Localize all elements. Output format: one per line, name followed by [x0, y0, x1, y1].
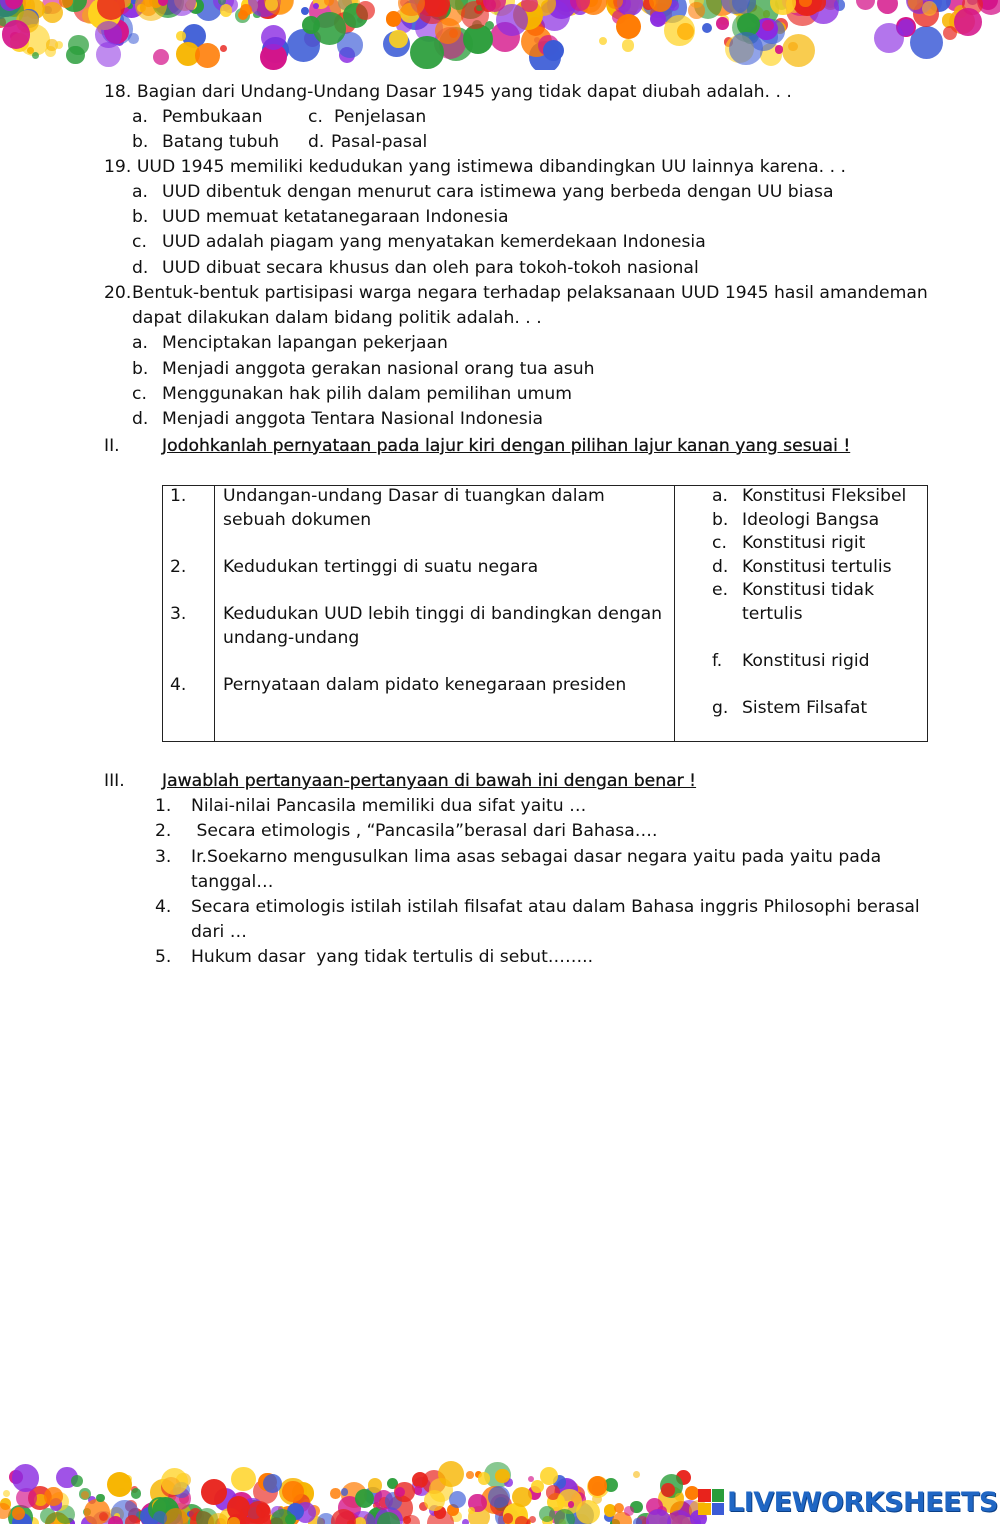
splash-blob: [664, 15, 695, 46]
option-19d: [132, 257, 699, 279]
splash-blob: [729, 32, 763, 66]
statement-number: 2.: [170, 557, 187, 577]
option-text: UUD dibuat secara khusus dan oleh para tokoh-tokoh nasional: [162, 258, 699, 278]
splash-blob: [228, 1517, 240, 1524]
question-text-line1: Bentuk-bentuk partisipasi warga negara terhadap pelaksanaan UUD 1945 hasil amandeman: [132, 283, 928, 303]
choice-text: Konstitusi tertulis: [742, 557, 892, 577]
splash-blob: [153, 49, 169, 65]
choice-e-line2: tertulis: [742, 604, 803, 624]
splash-blob: [125, 1515, 140, 1524]
splash-blob: [503, 1513, 514, 1524]
splash-blob: [414, 1486, 423, 1495]
statement-1-line2: sebuah dokumen: [223, 510, 372, 530]
top-decorative-banner: [0, 0, 1000, 70]
splash-blob: [614, 1503, 624, 1513]
logo-cube-icon: [698, 1489, 724, 1515]
splash-blob: [96, 42, 121, 67]
splash-blob: [478, 1472, 490, 1484]
splash-blob: [910, 26, 943, 59]
option-20d: [132, 408, 544, 430]
splash-blob: [161, 1468, 188, 1495]
option-letter: d.: [308, 132, 325, 152]
splash-blob: [55, 41, 63, 49]
choice-letter: b.: [712, 510, 729, 530]
splash-blob: [302, 16, 320, 34]
splash-blob: [856, 0, 875, 10]
splash-blob: [271, 1509, 294, 1524]
essay-question-5: [155, 946, 594, 968]
splash-blob: [32, 52, 39, 59]
table-divider: [674, 486, 675, 741]
splash-blob: [622, 39, 634, 51]
option-text: UUD adalah piagam yang menyatakan kemerdekaan Indonesia: [162, 232, 706, 252]
choice-letter: d.: [712, 557, 729, 577]
option-18b: [132, 131, 280, 153]
splash-blob: [412, 1472, 428, 1488]
choice-e: [712, 579, 875, 601]
item-text: Secara etimologis istilah istilah filsafat atau dalam Bahasa inggris Philosophi berasal: [191, 897, 920, 917]
splash-blob: [462, 1519, 469, 1524]
splash-blob: [675, 1493, 683, 1501]
section-title: Jodohkanlah pernyataan pada lajur kiri dengan pilihan lajur kanan yang sesuai !: [162, 436, 851, 456]
splash-blob: [386, 11, 402, 27]
option-letter: d.: [132, 409, 149, 429]
splash-blob: [231, 1467, 256, 1492]
choice-c: [712, 532, 866, 554]
option-letter: b.: [132, 132, 149, 152]
splash-blob: [247, 1501, 271, 1524]
statement-2: Kedudukan tertinggi di suatu negara: [223, 557, 539, 577]
section-numeral: II.: [104, 436, 120, 456]
option-20a: [132, 332, 448, 354]
essay-question-3: [155, 846, 882, 868]
essay-question-3-line2: tanggal…: [191, 872, 274, 892]
statement-3-line2: undang-undang: [223, 628, 360, 648]
splash-blob: [395, 1487, 405, 1497]
choice-text: Konstitusi rigid: [742, 651, 870, 671]
statement-number: 4.: [170, 675, 187, 695]
splash-blob: [543, 40, 564, 61]
option-18c: [308, 106, 427, 128]
item-text: Nilai-nilai Pancasila memiliki dua sifat yaitu …: [191, 796, 587, 816]
choice-text: Konstitusi tidak: [742, 580, 875, 600]
item-text: Hukum dasar yang tidak tertulis di sebut……..: [191, 947, 594, 967]
essay-question-4-line2: dari …: [191, 922, 247, 942]
splash-blob: [403, 1516, 411, 1524]
question-20-line2: dapat dilakukan dalam bidang politik adalah. . .: [132, 308, 542, 328]
statement-number: 3.: [170, 604, 187, 624]
choice-letter: e.: [712, 580, 729, 600]
statement-number: 1.: [170, 486, 187, 506]
splash-blob: [66, 46, 84, 64]
splash-blob: [435, 18, 461, 44]
table-divider: [214, 486, 215, 741]
choice-letter: c.: [712, 533, 727, 553]
splash-blob: [355, 1489, 374, 1508]
splash-blob: [515, 1516, 528, 1524]
essay-question-2: [155, 820, 658, 842]
choice-letter: a.: [712, 486, 728, 506]
option-text: Pasal-pasal: [331, 132, 428, 152]
option-text: UUD dibentuk dengan menurut cara istimewa yang berbeda dengan UU biasa: [162, 182, 834, 202]
statement-4: Pernyataan dalam pidato kenegaraan presiden: [223, 675, 627, 695]
choice-a: [712, 485, 907, 507]
question-number: 19.: [104, 157, 132, 177]
option-text: Penjelasan: [334, 107, 427, 127]
splash-blob: [330, 1488, 340, 1498]
item-number: 4.: [155, 897, 172, 917]
option-letter: a.: [132, 182, 148, 202]
section-2-heading: [104, 435, 851, 457]
option-letter: d.: [132, 258, 149, 278]
splash-blob: [107, 1472, 133, 1498]
splash-blob: [131, 1488, 142, 1499]
splash-blob: [599, 37, 607, 45]
splash-blob: [568, 1501, 574, 1507]
splash-blob: [96, 1494, 105, 1503]
splash-blob: [40, 1508, 56, 1524]
splash-blob: [449, 1491, 466, 1508]
splash-blob: [164, 1508, 188, 1524]
splash-blob: [624, 1506, 634, 1516]
splash-blob: [220, 4, 232, 16]
option-text: Menciptakan lapangan pekerjaan: [162, 333, 448, 353]
choice-b: [712, 509, 880, 531]
item-text: Secara etimologis , “Pancasila”berasal dari Bahasa….: [191, 821, 658, 841]
splash-blob: [313, 3, 319, 9]
splash-blob: [512, 1487, 533, 1508]
splash-blob: [495, 1469, 509, 1483]
splash-blob: [176, 31, 186, 41]
option-letter: a.: [132, 107, 148, 127]
splash-blob: [341, 1488, 348, 1495]
splash-blob: [3, 1490, 10, 1497]
splash-blob: [468, 1507, 475, 1514]
option-18d: [308, 131, 428, 153]
item-number: 3.: [155, 847, 172, 867]
option-text: Menjadi anggota Tentara Nasional Indonesia: [162, 409, 544, 429]
splash-blob: [261, 25, 286, 50]
splash-blob: [424, 1490, 445, 1511]
splash-blob: [208, 1513, 229, 1524]
splash-blob: [874, 23, 904, 53]
question-text: UUD 1945 memiliki kedudukan yang istimewa dibandingkan UU lainnya karena. . .: [136, 157, 846, 177]
essay-question-1: [155, 795, 587, 817]
splash-blob: [554, 1509, 575, 1524]
choice-text: Konstitusi Fleksibel: [742, 486, 907, 506]
choice-text: Sistem Filsafat: [742, 698, 868, 718]
logo-text: LIVEWORKSHEETS: [727, 1486, 998, 1518]
splash-blob: [356, 1, 375, 20]
liveworksheets-logo: [698, 1482, 998, 1522]
splash-blob: [71, 1475, 83, 1487]
splash-blob: [466, 1471, 474, 1479]
splash-blob: [2, 20, 30, 48]
statement-3: Kedudukan UUD lebih tinggi di bandingkan dengan: [223, 604, 663, 624]
splash-blob: [389, 30, 408, 49]
splash-blob: [633, 1471, 640, 1478]
splash-blob: [488, 1486, 510, 1508]
splash-blob: [650, 11, 666, 27]
splash-blob: [153, 1511, 167, 1524]
option-text: UUD memuat ketatanegaraan Indonesia: [162, 207, 509, 227]
option-letter: b.: [132, 359, 149, 379]
question-number: 20.: [104, 283, 132, 303]
splash-blob: [782, 34, 815, 67]
question-number: 18.: [104, 82, 132, 102]
option-letter: c.: [308, 107, 323, 127]
option-text: Pembukaan: [162, 107, 263, 127]
splash-blob: [195, 43, 220, 68]
question-20: [104, 282, 928, 304]
option-text: Menggunakan hak pilih dalam pemilihan umum: [162, 384, 572, 404]
splash-blob: [347, 1520, 354, 1524]
item-number: 5.: [155, 947, 172, 967]
option-letter: a.: [132, 333, 148, 353]
splash-blob: [44, 1487, 62, 1505]
option-19c: [132, 231, 706, 253]
section-3-heading: [104, 770, 697, 792]
item-number: 1.: [155, 796, 172, 816]
question-text: Bagian dari Undang-Undang Dasar 1945 yang tidak dapat diubah adalah. . .: [136, 82, 792, 102]
option-letter: c.: [132, 232, 147, 252]
option-20c: [132, 383, 572, 405]
splash-blob: [633, 1518, 642, 1524]
splash-blob: [12, 1464, 40, 1492]
question-19: [104, 156, 846, 178]
option-text: Menjadi anggota gerakan nasional orang tua asuh: [162, 359, 595, 379]
option-letter: c.: [132, 384, 147, 404]
option-19b: [132, 206, 509, 228]
choice-letter: f.: [712, 651, 723, 671]
item-number: 2.: [155, 821, 172, 841]
splash-blob: [438, 1461, 464, 1487]
choice-text: Konstitusi rigit: [742, 533, 866, 553]
section-numeral: III.: [104, 771, 125, 791]
section-title: Jawablah pertanyaan-pertanyaan di bawah ini dengan benar !: [162, 771, 697, 791]
splash-blob: [282, 1481, 304, 1503]
statement-1: Undangan-undang Dasar di tuangkan dalam: [223, 486, 605, 506]
choice-g: [712, 697, 868, 719]
option-19a: [132, 181, 834, 203]
splash-blob: [220, 45, 227, 52]
splash-blob: [661, 1483, 675, 1497]
option-18a: [132, 106, 263, 128]
splash-blob: [263, 1474, 282, 1493]
splash-blob: [877, 0, 898, 14]
splash-blob: [240, 4, 252, 16]
question-18: [104, 81, 792, 103]
option-20b: [132, 358, 595, 380]
splash-blob: [954, 8, 982, 36]
choice-f: [712, 650, 870, 672]
splash-blob: [265, 0, 278, 11]
item-text: Ir.Soekarno mengusulkan lima asas sebagai dasar negara yaitu pada yaitu pada: [191, 847, 882, 867]
splash-blob: [702, 23, 712, 33]
essay-question-4: [155, 896, 920, 918]
choice-d: [712, 556, 892, 578]
option-text: Batang tubuh: [162, 132, 280, 152]
splash-blob: [201, 1479, 227, 1505]
splash-blob: [616, 14, 641, 39]
splash-blob: [762, 20, 774, 32]
choice-text: Ideologi Bangsa: [742, 510, 880, 530]
splash-blob: [716, 17, 729, 30]
choice-letter: g.: [712, 698, 729, 718]
option-letter: b.: [132, 207, 149, 227]
splash-blob: [688, 2, 704, 18]
